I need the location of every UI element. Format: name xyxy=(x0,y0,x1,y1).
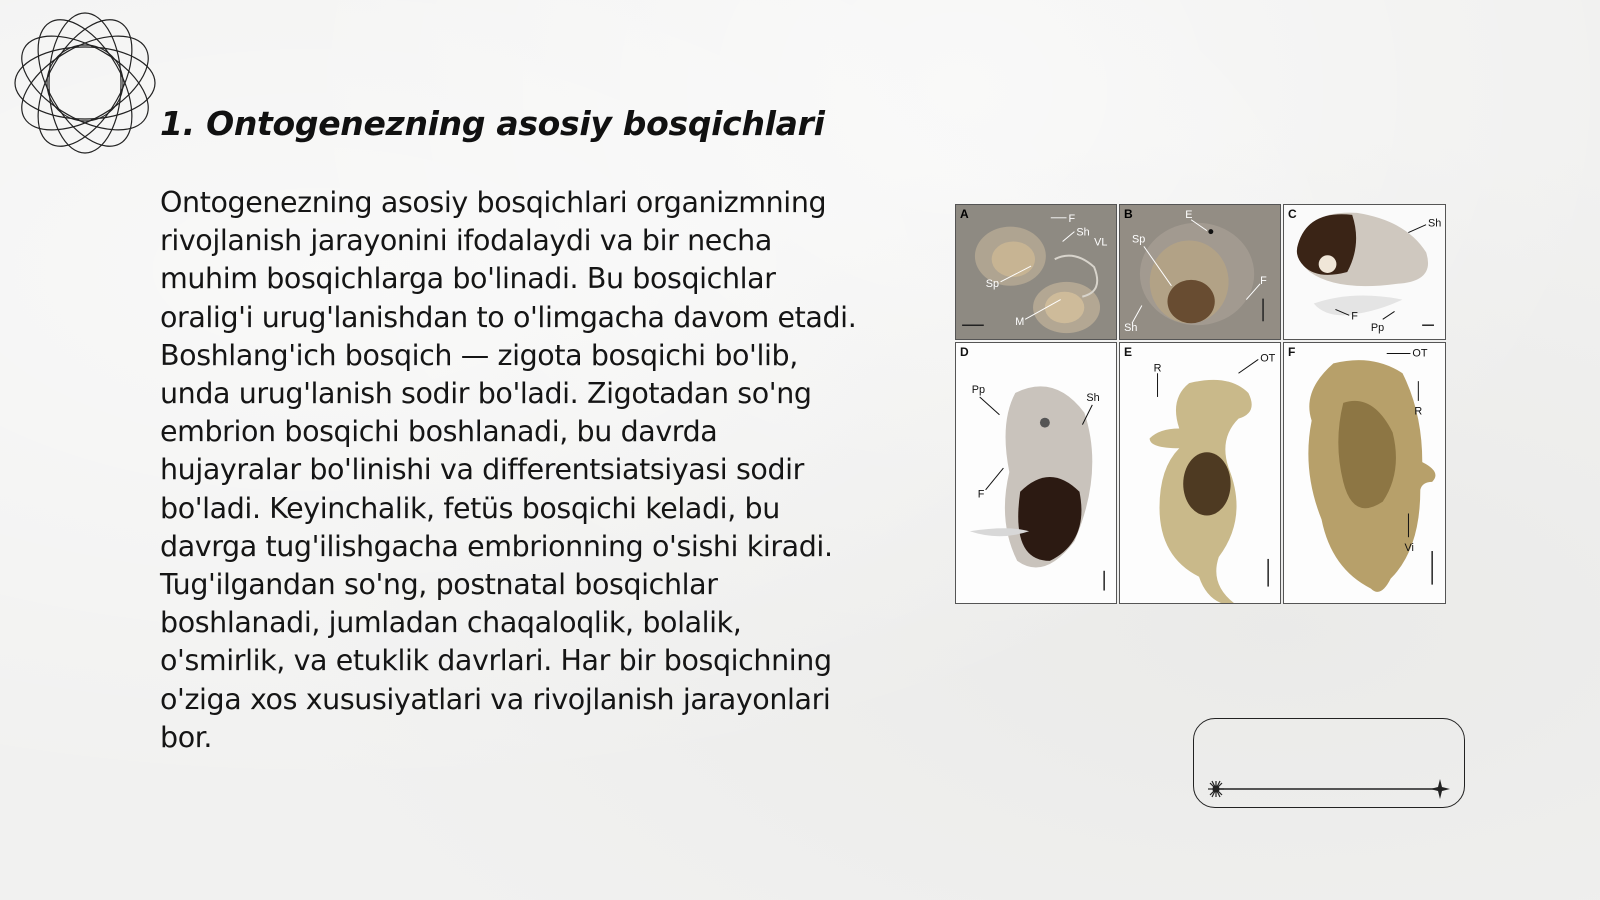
figure-panel-a xyxy=(955,204,1117,340)
panel-c-label-sh: Sh xyxy=(1428,217,1442,230)
panel-e-letter: E xyxy=(1124,345,1133,359)
development-stages-figure xyxy=(955,204,1448,604)
panel-a-label-sh: Sh xyxy=(1076,226,1090,239)
panel-c-label-pp: Pp xyxy=(1370,322,1385,335)
figure-panel-b xyxy=(1119,204,1281,340)
figure-panel-f xyxy=(1283,342,1446,604)
figure-panel-c xyxy=(1283,204,1446,340)
panel-a-label-vl: VL xyxy=(1094,236,1108,249)
panel-f-label-vi: Vi xyxy=(1404,542,1414,555)
panel-b-letter: B xyxy=(1124,207,1133,221)
panel-b-label-sh: Sh xyxy=(1124,322,1138,335)
panel-a-label-sp: Sp xyxy=(985,277,999,290)
panel-b-label-sp: Sp xyxy=(1132,233,1146,246)
panel-d-letter: D xyxy=(960,345,969,359)
panel-c-label-f: F xyxy=(1351,310,1358,323)
orbit-rings-icon xyxy=(10,8,160,158)
panel-a-label-f: F xyxy=(1068,212,1076,225)
decorative-timeline-frame xyxy=(1193,718,1465,808)
panel-d-label-f: F xyxy=(977,488,985,501)
panel-e-label-r: R xyxy=(1153,362,1162,375)
panel-b-label-e: E xyxy=(1185,208,1193,221)
starburst-icon xyxy=(1208,781,1224,797)
panel-f-letter: F xyxy=(1288,345,1296,359)
sparkle-icon xyxy=(1430,779,1450,799)
panel-d-label-pp: Pp xyxy=(971,384,986,396)
panel-a-label-m: M xyxy=(1015,316,1025,329)
panel-a-letter: A xyxy=(960,207,969,221)
slide-body-text: Ontogenezning asosiy bosqichlari organizmning rivojlanish jarayonini ifodalaydi va bir necha muhim bosqichlarga bo'linadi. Bu bosqichlar oralig'i urug'lanishdan to o'limgacha davom etadi. Boshlang'ich bosqich — zigota bosqichi bo'lib, unda urug'lanish sodir bo'ladi. Zigotadan so'ng embrion bosqichi boshlanadi, bu davrda hujayralar bo'linishi va differentsiatsiyasi sodir bo'ladi. Keyinchalik, fetüs bosqichi keladi, bu davrga tug'ilishgacha embrionning o'sishi kiradi. Tug'ilgandan so'ng, postnatal bosqichlar boshlanadi, jumladan chaqaloqlik, bolalik, o'smirlik, va etuklik davrlari. Har bir bosqichning o'ziga xos xususiyatlari va rivojlanish jarayonlari bor. xyxy=(160,186,857,754)
slide-title: 1. Ontogenezning asosiy bosqichlari xyxy=(160,104,825,143)
panel-e-label-ot: OT xyxy=(1260,352,1276,365)
panel-f-label-ot: OT xyxy=(1412,347,1428,360)
panel-f-label-r: R xyxy=(1414,405,1423,418)
panel-c-letter: C xyxy=(1288,207,1297,221)
figure-panel-e xyxy=(1119,342,1281,604)
panel-b-label-f: F xyxy=(1260,274,1267,287)
panel-d-label-sh: Sh xyxy=(1086,391,1100,404)
figure-panel-d xyxy=(955,342,1117,604)
